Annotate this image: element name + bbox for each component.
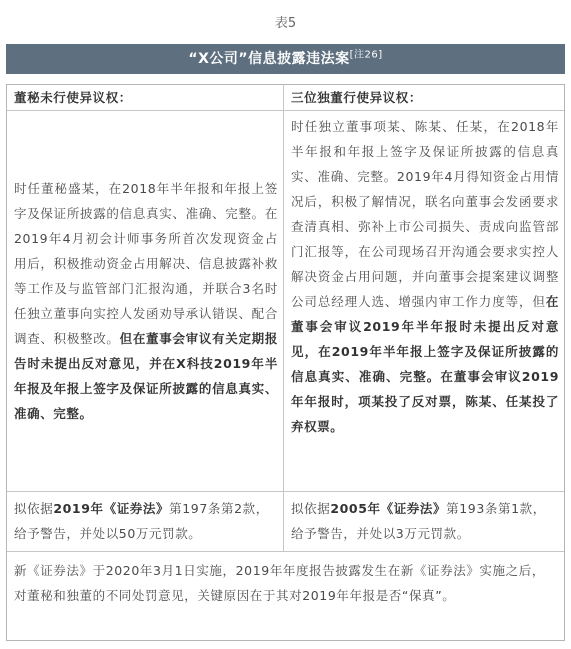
footer-note: 新《证券法》于2020年3月1日实施，2019年年度报告披露发生在新《证券法》实施之后，对董秘和独董的不同处罚意见，关键原因在于其对2019年年报是否“保真”。 bbox=[14, 563, 545, 603]
left-body-text bbox=[14, 176, 278, 426]
left-body-bold: 但在董事会审议有关定期报告时未提出反对意见，并在X科技2019年半年报及年报上签字及保证所披露的信息真实、准确、完整。 bbox=[14, 331, 278, 421]
left-body-cell bbox=[7, 111, 284, 492]
table-caption: 表5 bbox=[274, 16, 297, 31]
right-penalty-post: 第193条第1款，给予警告，并处以3万元罚款。 bbox=[291, 501, 546, 541]
right-body-cell bbox=[284, 111, 564, 492]
table-title-banner bbox=[6, 44, 565, 74]
right-penalty-pre: 拟依据 bbox=[291, 501, 331, 516]
right-body-normal: 时任独立董事项某、陈某、任某，在2018年半年报和年报上签字及保证所披露的信息真实、准确、完整。2019年4月得知资金占用情况后，积极了解情况，联名向董事会发函要求查清真相、弥补上市公司损失、责成向监管部门汇报等，在公司现场召开沟通会要求实控人解决资金占用问题，并向董事会提案建议调整公司总经理人选、增强内审工作力度等，但 bbox=[291, 119, 559, 309]
table-title: “X公司”信息披露违法案 bbox=[188, 51, 350, 67]
right-column-header: 三位独董行使异议权： bbox=[284, 85, 564, 111]
footnote-ref: [注26] bbox=[349, 49, 383, 61]
right-penalty-cell bbox=[284, 492, 564, 552]
left-penalty-law: 2019年《证券法》 bbox=[53, 501, 170, 516]
left-penalty-post: 第197条第2款，给予警告，并处以50万元罚款。 bbox=[14, 501, 269, 541]
right-body-bold: 在董事会审议2019年半年报时未提出反对意见，在2019年半年报上签字及保证所披露的信息真实、准确、完整。在董事会审议2019年年报时，项某投了反对票，陈某、任某投了弃权票。 bbox=[291, 294, 559, 434]
left-body-normal: 时任董秘盛某，在2018年半年报和年报上签字及保证所披露的信息真实、准确、完整。在2019年4月初会计师事务所首次发现资金占用后，积极推动资金占用解决、信息披露补救等工作及与监管部门汇报沟通，并联合3名时任独立董事向实控人发函劝导承认错误、配合调查、积极整改。 bbox=[14, 181, 278, 346]
comparison-table bbox=[6, 84, 565, 641]
left-column-header: 董秘未行使异议权： bbox=[7, 85, 284, 111]
left-penalty-cell bbox=[7, 492, 284, 552]
right-penalty-law: 2005年《证券法》 bbox=[330, 501, 447, 516]
left-penalty-pre: 拟依据 bbox=[14, 501, 54, 516]
